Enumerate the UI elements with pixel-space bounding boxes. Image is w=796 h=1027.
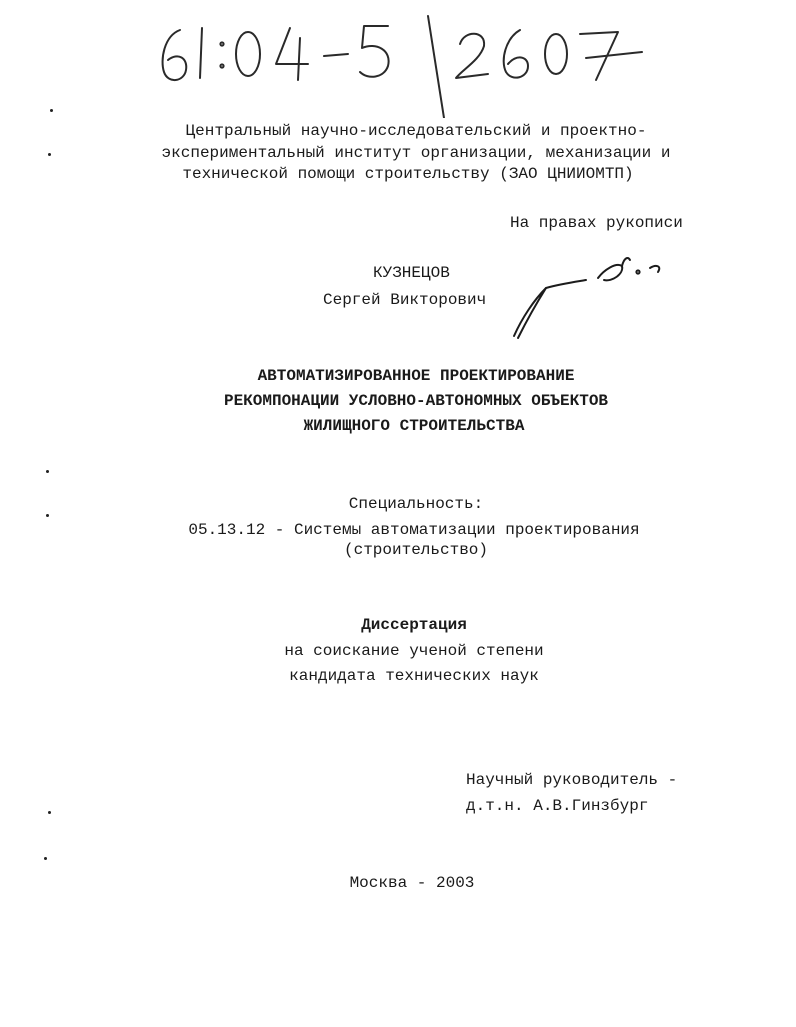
supervisor-label: Научный руководитель - — [466, 771, 678, 789]
specialty-code-line: 05.13.12 - Системы автоматизации проектирования — [188, 521, 640, 539]
institution-line-2: экспериментальный институт организации, механизации и — [161, 144, 671, 162]
place-and-year: Москва - 2003 — [349, 874, 475, 892]
specialty-field-line: (строительство) — [343, 541, 489, 559]
scan-speck — [48, 811, 51, 814]
supervisor-name: д.т.н. А.В.Гинзбург — [466, 797, 649, 815]
author-signature — [500, 248, 680, 348]
handwritten-archive-code — [150, 8, 670, 118]
author-surname: КУЗНЕЦОВ — [373, 264, 450, 282]
scan-speck — [44, 857, 47, 860]
institution-line-1: Центральный научно-исследовательский и проектно- — [185, 122, 647, 140]
dissertation-heading: Диссертация — [361, 616, 467, 634]
scan-speck — [46, 470, 49, 473]
degree-line-2: кандидата технических наук — [289, 667, 539, 685]
thesis-title-line-3: ЖИЛИЩНОГО СТРОИТЕЛЬСТВА — [303, 417, 525, 435]
manuscript-rights-note: На правах рукописи — [510, 214, 683, 232]
specialty-label: Специальность: — [348, 495, 484, 513]
degree-line-1: на соискание ученой степени — [284, 642, 544, 660]
thesis-title-line-2: РЕКОМПОНАЦИИ УСЛОВНО-АВТОНОМНЫХ ОБЪЕКТОВ — [223, 392, 609, 410]
thesis-title-line-1: АВТОМАТИЗИРОВАННОЕ ПРОЕКТИРОВАНИЕ — [257, 367, 575, 385]
scan-speck — [50, 109, 53, 112]
institution-line-3: технической помощи строительству (ЗАО ЦНИИОМТП) — [182, 165, 634, 183]
scan-speck — [46, 514, 49, 517]
author-given-names: Сергей Викторович — [323, 291, 487, 309]
